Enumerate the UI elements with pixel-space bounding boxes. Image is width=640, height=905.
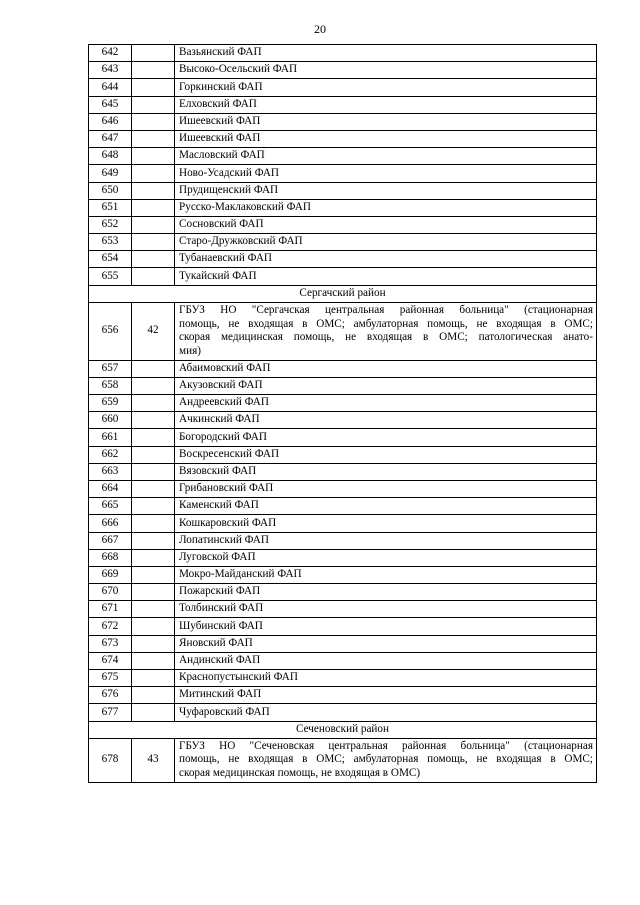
institution-name: Андреевский ФАП xyxy=(175,395,597,412)
institution-number xyxy=(132,251,175,268)
institution-number xyxy=(132,670,175,687)
institution-number xyxy=(132,704,175,721)
institution-number xyxy=(132,412,175,429)
institution-name: Яновский ФАП xyxy=(175,635,597,652)
table-row xyxy=(89,704,597,721)
hospital-row-sergach xyxy=(89,302,597,360)
row-number: 656 xyxy=(89,302,132,360)
row-number: 664 xyxy=(89,480,132,497)
institution-name: Митинский ФАП xyxy=(175,687,597,704)
row-number: 650 xyxy=(89,182,132,199)
institution-name: Кошкаровский ФАП xyxy=(175,515,597,532)
row-number: 646 xyxy=(89,113,132,130)
table-row xyxy=(89,429,597,446)
district-title: Сеченовский район xyxy=(89,721,597,738)
institution-name: Грибановский ФАП xyxy=(175,480,597,497)
institution-number xyxy=(132,165,175,182)
institution-number xyxy=(132,498,175,515)
institution-name-line: помощь, не входящая в ОМС; амбулаторная помощь, не входящая в ОМС; xyxy=(179,753,593,766)
table-row xyxy=(89,251,597,268)
row-number: 652 xyxy=(89,216,132,233)
row-number: 677 xyxy=(89,704,132,721)
row-number: 665 xyxy=(89,498,132,515)
institution-name xyxy=(175,302,597,360)
institution-name: Ачкинский ФАП xyxy=(175,412,597,429)
table-row xyxy=(89,165,597,182)
institution-number: 43 xyxy=(132,738,175,782)
institution-number xyxy=(132,395,175,412)
table-row xyxy=(89,113,597,130)
institution-number xyxy=(132,130,175,147)
institution-number xyxy=(132,601,175,618)
institution-number xyxy=(132,566,175,583)
institution-name: Горкинский ФАП xyxy=(175,79,597,96)
row-number: 661 xyxy=(89,429,132,446)
institution-name: Ишеевский ФАП xyxy=(175,113,597,130)
row-number: 653 xyxy=(89,234,132,251)
institution-number xyxy=(132,234,175,251)
institution-number xyxy=(132,62,175,79)
row-number: 666 xyxy=(89,515,132,532)
institution-number: 42 xyxy=(132,302,175,360)
institution-name: Высоко-Осельский ФАП xyxy=(175,62,597,79)
row-number: 660 xyxy=(89,412,132,429)
table-row xyxy=(89,45,597,62)
institution-number xyxy=(132,96,175,113)
hospital-row-sechenovo xyxy=(89,738,597,782)
institution-name: Шубинский ФАП xyxy=(175,618,597,635)
table-row xyxy=(89,652,597,669)
table-row xyxy=(89,566,597,583)
institution-number xyxy=(132,532,175,549)
row-number: 659 xyxy=(89,395,132,412)
institution-name xyxy=(175,738,597,782)
institution-number xyxy=(132,182,175,199)
institution-name: Тубанаевский ФАП xyxy=(175,251,597,268)
institution-name-line: помощь, не входящая в ОМС; амбулаторная помощь, не входящая в ОМС; xyxy=(179,317,593,330)
row-number: 655 xyxy=(89,268,132,285)
row-number: 663 xyxy=(89,463,132,480)
district-title: Сергачский район xyxy=(89,285,597,302)
district-header-sechenovo xyxy=(89,721,597,738)
row-number: 662 xyxy=(89,446,132,463)
table-row xyxy=(89,199,597,216)
institution-number xyxy=(132,515,175,532)
institution-name: Мокро-Майданский ФАП xyxy=(175,566,597,583)
row-number: 648 xyxy=(89,148,132,165)
row-number: 669 xyxy=(89,566,132,583)
institution-name: Елховский ФАП xyxy=(175,96,597,113)
row-number: 676 xyxy=(89,687,132,704)
institution-name: Каменский ФАП xyxy=(175,498,597,515)
table-row xyxy=(89,670,597,687)
table-row xyxy=(89,268,597,285)
row-number: 645 xyxy=(89,96,132,113)
institution-number xyxy=(132,584,175,601)
row-number: 672 xyxy=(89,618,132,635)
row-number: 675 xyxy=(89,670,132,687)
institution-number xyxy=(132,148,175,165)
institution-name: Русско-Маклаковский ФАП xyxy=(175,199,597,216)
table-row xyxy=(89,601,597,618)
table-row xyxy=(89,62,597,79)
institution-name-line: ГБУЗ НО "Сергачская центральная районная больница" (стационарная xyxy=(179,303,593,316)
table-row xyxy=(89,216,597,233)
institution-name: Сосновский ФАП xyxy=(175,216,597,233)
institution-name: Краснопустынский ФАП xyxy=(175,670,597,687)
institution-number xyxy=(132,463,175,480)
institution-number xyxy=(132,360,175,377)
institution-number xyxy=(132,268,175,285)
institution-number xyxy=(132,618,175,635)
institution-number xyxy=(132,687,175,704)
institution-name-line: скорая медицинская помощь, не входящая в ОМС) xyxy=(179,767,421,780)
facilities-table xyxy=(88,44,597,783)
row-number: 657 xyxy=(89,360,132,377)
row-number: 654 xyxy=(89,251,132,268)
row-number: 647 xyxy=(89,130,132,147)
institution-name-line: скорая медицинская помощь, не входящая в ОМС; патологическая анато- xyxy=(179,331,593,344)
facilities-table-body xyxy=(89,45,597,783)
table-row xyxy=(89,395,597,412)
institution-number xyxy=(132,635,175,652)
row-number: 644 xyxy=(89,79,132,96)
table-row xyxy=(89,446,597,463)
row-number: 678 xyxy=(89,738,132,782)
institution-number xyxy=(132,549,175,566)
institution-number xyxy=(132,113,175,130)
table-row xyxy=(89,130,597,147)
institution-number xyxy=(132,199,175,216)
table-row xyxy=(89,234,597,251)
institution-name: Старо-Дружковский ФАП xyxy=(175,234,597,251)
institution-name: Акузовский ФАП xyxy=(175,377,597,394)
table-row xyxy=(89,515,597,532)
table-row xyxy=(89,463,597,480)
institution-name-line: мия) xyxy=(179,344,201,357)
institution-name: Чуфаровский ФАП xyxy=(175,704,597,721)
row-number: 643 xyxy=(89,62,132,79)
table-row xyxy=(89,687,597,704)
institution-name: Ишеевский ФАП xyxy=(175,130,597,147)
institution-number xyxy=(132,45,175,62)
institution-name: Толбинский ФАП xyxy=(175,601,597,618)
row-number: 642 xyxy=(89,45,132,62)
institution-name: Воскресенский ФАП xyxy=(175,446,597,463)
institution-name: Абаимовский ФАП xyxy=(175,360,597,377)
table-row xyxy=(89,377,597,394)
table-row xyxy=(89,635,597,652)
institution-number xyxy=(132,429,175,446)
institution-number xyxy=(132,480,175,497)
row-number: 668 xyxy=(89,549,132,566)
table-row xyxy=(89,182,597,199)
institution-name: Богородский ФАП xyxy=(175,429,597,446)
district-header-sergach xyxy=(89,285,597,302)
table-row xyxy=(89,148,597,165)
table-row xyxy=(89,618,597,635)
institution-name: Вазьянский ФАП xyxy=(175,45,597,62)
institution-number xyxy=(132,377,175,394)
row-number: 649 xyxy=(89,165,132,182)
table-row xyxy=(89,96,597,113)
row-number: 667 xyxy=(89,532,132,549)
institution-name: Вязовский ФАП xyxy=(175,463,597,480)
institution-name-line: ГБУЗ НО "Сеченовская центральная районная больница" (стационарная xyxy=(179,739,593,752)
institution-name: Луговской ФАП xyxy=(175,549,597,566)
institution-name: Прудищенский ФАП xyxy=(175,182,597,199)
institution-number xyxy=(132,652,175,669)
table-row xyxy=(89,480,597,497)
institution-name: Пожарский ФАП xyxy=(175,584,597,601)
institution-name: Лопатинский ФАП xyxy=(175,532,597,549)
institution-name: Масловский ФАП xyxy=(175,148,597,165)
row-number: 670 xyxy=(89,584,132,601)
table-row xyxy=(89,360,597,377)
row-number: 651 xyxy=(89,199,132,216)
institution-name: Ново-Усадский ФАП xyxy=(175,165,597,182)
table-row xyxy=(89,412,597,429)
institution-name: Андинский ФАП xyxy=(175,652,597,669)
row-number: 671 xyxy=(89,601,132,618)
row-number: 658 xyxy=(89,377,132,394)
institution-number xyxy=(132,216,175,233)
institution-number xyxy=(132,446,175,463)
table-row xyxy=(89,549,597,566)
table-row xyxy=(89,532,597,549)
institution-number xyxy=(132,79,175,96)
table-row xyxy=(89,79,597,96)
table-row xyxy=(89,584,597,601)
row-number: 674 xyxy=(89,652,132,669)
page-number: 20 xyxy=(314,22,326,36)
table-row xyxy=(89,498,597,515)
row-number: 673 xyxy=(89,635,132,652)
institution-name: Тукайский ФАП xyxy=(175,268,597,285)
